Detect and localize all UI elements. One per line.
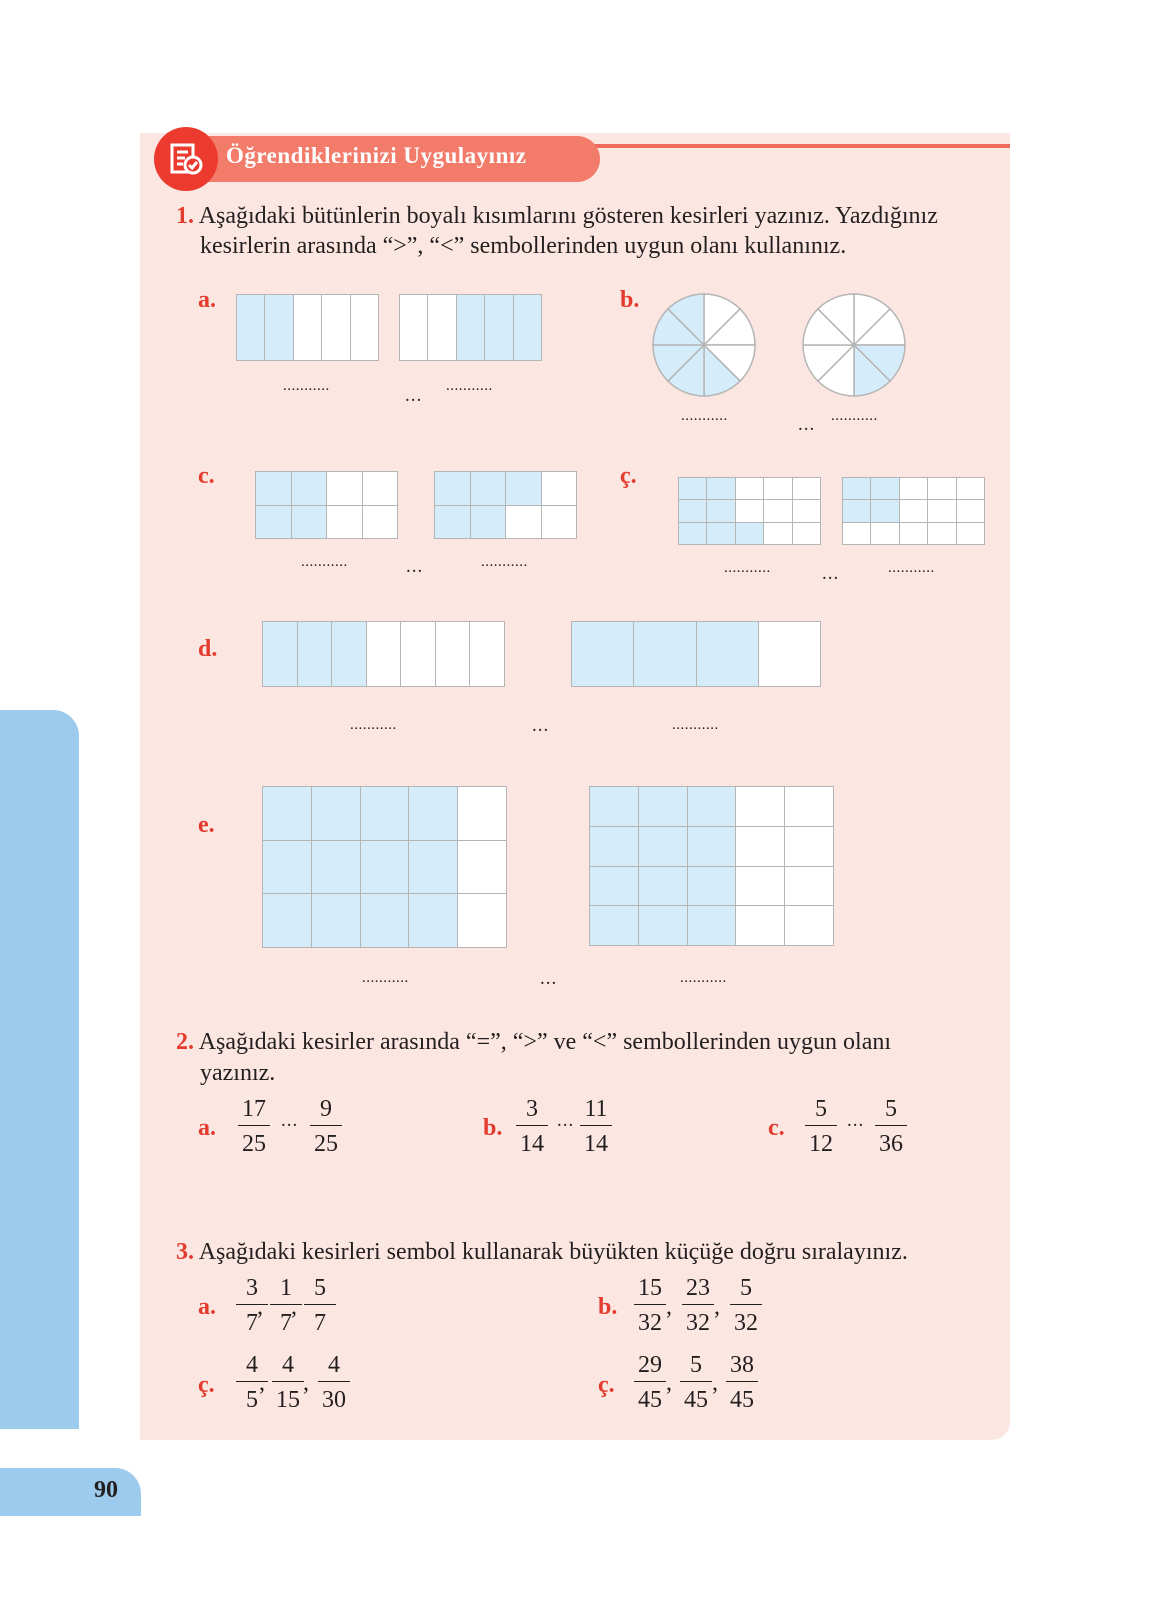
- shaded-part: [312, 841, 360, 894]
- comma: ,: [259, 1370, 265, 1396]
- unshaded-part: [506, 506, 541, 539]
- fraction: [272, 1352, 304, 1413]
- numerator: 23: [682, 1275, 714, 1305]
- denominator: 7: [280, 1310, 292, 1336]
- numerator: 29: [634, 1352, 666, 1382]
- unshaded-part: [327, 472, 362, 505]
- comma: ,: [714, 1294, 720, 1320]
- unshaded-part: [542, 506, 577, 539]
- shaded-part: [572, 622, 633, 686]
- denominator: 12: [809, 1131, 833, 1157]
- shaded-part: [639, 867, 687, 906]
- shaded-part: [688, 867, 736, 906]
- page-number: 90: [94, 1477, 118, 1503]
- unshaded-part: [470, 622, 504, 686]
- shaded-part: [312, 894, 360, 947]
- unshaded-part: [458, 894, 506, 947]
- unshaded-part: [900, 478, 927, 499]
- fraction: [726, 1352, 758, 1413]
- unshaded-part: [363, 506, 398, 539]
- denominator: 36: [879, 1131, 903, 1157]
- numerator: 5: [304, 1275, 336, 1305]
- fraction: [634, 1352, 666, 1413]
- q1-text: Aşağıdaki bütünlerin boyalı kısımlarını gösteren kesirleri yazınız. Yazdığınız: [198, 203, 938, 229]
- numerator: 5: [730, 1275, 762, 1305]
- answer-blank[interactable]: ...........: [301, 554, 348, 570]
- shaded-part: [409, 841, 457, 894]
- numerator: 38: [726, 1352, 758, 1382]
- denominator: 5: [246, 1387, 258, 1413]
- shaded-part: [639, 787, 687, 826]
- fraction: [634, 1275, 666, 1336]
- unshaded-part: [764, 500, 791, 521]
- denominator: 32: [638, 1310, 662, 1336]
- fraction-bar-d1: [262, 621, 505, 687]
- section-badge: [154, 127, 218, 191]
- shaded-part: [590, 827, 638, 866]
- fraction-grid-e2: [589, 786, 834, 946]
- numerator: 9: [310, 1096, 342, 1126]
- fraction-circle-b1: [651, 292, 757, 398]
- page-number-tab: [0, 1468, 141, 1516]
- denominator: 32: [686, 1310, 710, 1336]
- symbol-blank[interactable]: ...: [406, 556, 424, 577]
- q3-line-1: [176, 1237, 908, 1267]
- shaded-part: [298, 622, 332, 686]
- shaded-part: [506, 472, 541, 505]
- comma: ,: [712, 1370, 718, 1396]
- q3-label-b: b.: [598, 1294, 618, 1320]
- q1-label-d: d.: [198, 636, 218, 662]
- q2-label-b: b.: [483, 1115, 503, 1141]
- answer-blank[interactable]: ...........: [481, 554, 528, 570]
- shaded-part: [736, 523, 763, 544]
- fraction: [238, 1096, 270, 1157]
- symbol-blank[interactable]: ...: [405, 385, 423, 406]
- denominator: 25: [242, 1131, 266, 1157]
- comma: ,: [291, 1294, 297, 1320]
- fraction-bar-a1: [236, 294, 379, 361]
- q1-line-1: [176, 201, 938, 231]
- q3-label-a: a.: [198, 1294, 216, 1320]
- shaded-part: [457, 295, 484, 360]
- numerator: 1: [270, 1275, 302, 1305]
- unshaded-part: [759, 622, 820, 686]
- q1-label-b: b.: [620, 287, 640, 313]
- q1-number: 1.: [176, 203, 194, 229]
- fraction-bar-a2: [399, 294, 542, 361]
- unshaded-part: [458, 841, 506, 894]
- shaded-part: [263, 787, 311, 840]
- shaded-part: [639, 827, 687, 866]
- shaded-part: [514, 295, 541, 360]
- answer-blank[interactable]: ...........: [362, 970, 409, 986]
- fraction: [730, 1275, 762, 1336]
- denominator: 14: [584, 1131, 608, 1157]
- unshaded-part: [327, 506, 362, 539]
- numerator: 11: [580, 1096, 612, 1126]
- symbol-blank[interactable]: ...: [847, 1110, 865, 1131]
- shaded-part: [688, 906, 736, 945]
- answer-blank[interactable]: ...........: [724, 560, 771, 576]
- shaded-part: [590, 867, 638, 906]
- unshaded-part: [957, 523, 984, 544]
- fraction-grid-cc1: [678, 477, 821, 545]
- unshaded-part: [351, 295, 378, 360]
- comma: ,: [666, 1294, 672, 1320]
- comma: ,: [666, 1370, 672, 1396]
- unshaded-part: [871, 523, 898, 544]
- comma: ,: [303, 1370, 309, 1396]
- symbol-blank[interactable]: ...: [557, 1110, 575, 1131]
- unshaded-part: [736, 906, 784, 945]
- answer-blank[interactable]: ...........: [831, 408, 878, 424]
- shaded-part: [361, 787, 409, 840]
- fraction: [875, 1096, 907, 1157]
- shaded-part: [697, 622, 758, 686]
- q2-text: Aşağıdaki kesirler arasında “=”, “>” ve “<” sembollerinden uygun olanı: [198, 1029, 892, 1055]
- answer-blank[interactable]: ...........: [350, 717, 397, 733]
- q2-label-c: c.: [768, 1115, 785, 1141]
- shaded-part: [871, 478, 898, 499]
- answer-blank[interactable]: ...........: [283, 378, 330, 394]
- shaded-part: [435, 506, 470, 539]
- side-color-bar: [0, 710, 79, 1429]
- fraction: [310, 1096, 342, 1157]
- comma: ,: [257, 1294, 263, 1320]
- unshaded-part: [458, 787, 506, 840]
- fraction: [805, 1096, 837, 1157]
- q3-label-c-cedilla: ç.: [198, 1372, 215, 1398]
- fraction-bar-d2: [571, 621, 821, 687]
- shaded-part: [590, 906, 638, 945]
- unshaded-part: [363, 472, 398, 505]
- q1-label-a: a.: [198, 287, 216, 313]
- unshaded-part: [843, 523, 870, 544]
- q2-line-2: yazınız.: [200, 1060, 276, 1086]
- shaded-part: [688, 827, 736, 866]
- shaded-part: [679, 500, 706, 521]
- denominator: 15: [276, 1387, 300, 1413]
- numerator: 4: [236, 1352, 268, 1382]
- unshaded-part: [736, 478, 763, 499]
- shaded-part: [639, 906, 687, 945]
- unshaded-part: [793, 500, 820, 521]
- fraction: [680, 1352, 712, 1413]
- unshaded-part: [400, 295, 427, 360]
- shaded-part: [590, 787, 638, 826]
- unshaded-part: [957, 478, 984, 499]
- shaded-part: [843, 500, 870, 521]
- fraction: [304, 1275, 336, 1336]
- unshaded-part: [928, 500, 955, 521]
- symbol-blank[interactable]: ...: [532, 715, 550, 736]
- symbol-blank[interactable]: ...: [822, 563, 840, 584]
- denominator: 25: [314, 1131, 338, 1157]
- unshaded-part: [294, 295, 321, 360]
- unshaded-part: [736, 500, 763, 521]
- denominator: 45: [684, 1387, 708, 1413]
- unshaded-part: [793, 478, 820, 499]
- shaded-part: [707, 500, 734, 521]
- shaded-part: [471, 472, 506, 505]
- q1-label-e: e.: [198, 812, 215, 838]
- answer-blank[interactable]: ...........: [681, 408, 728, 424]
- denominator: 7: [314, 1310, 326, 1336]
- fraction: [682, 1275, 714, 1336]
- unshaded-part: [785, 787, 833, 826]
- shaded-part: [256, 506, 291, 539]
- fraction: [236, 1275, 268, 1336]
- numerator: 5: [680, 1352, 712, 1382]
- unshaded-part: [900, 500, 927, 521]
- unshaded-part: [785, 906, 833, 945]
- unshaded-part: [542, 472, 577, 505]
- q1-line-2: kesirlerin arasında “>”, “<” sembollerinden uygun olanı kullanınız.: [200, 233, 847, 259]
- shaded-part: [312, 787, 360, 840]
- unshaded-part: [928, 523, 955, 544]
- fraction: [580, 1096, 612, 1157]
- unshaded-part: [367, 622, 401, 686]
- shaded-part: [409, 894, 457, 947]
- shaded-part: [263, 841, 311, 894]
- unshaded-part: [957, 500, 984, 521]
- shaded-part: [707, 478, 734, 499]
- unshaded-part: [785, 867, 833, 906]
- unshaded-part: [401, 622, 435, 686]
- shaded-part: [263, 894, 311, 947]
- unshaded-part: [793, 523, 820, 544]
- symbol-blank[interactable]: ...: [281, 1110, 299, 1131]
- symbol-blank[interactable]: ...: [540, 968, 558, 989]
- q3-number: 3.: [176, 1239, 194, 1265]
- shaded-part: [361, 841, 409, 894]
- shaded-part: [688, 787, 736, 826]
- denominator: 7: [246, 1310, 258, 1336]
- unshaded-part: [900, 523, 927, 544]
- unshaded-part: [928, 478, 955, 499]
- shaded-part: [361, 894, 409, 947]
- shaded-part: [256, 472, 291, 505]
- numerator: 3: [516, 1096, 548, 1126]
- q1-label-c: c.: [198, 463, 215, 489]
- fraction-grid-c2: [434, 471, 577, 539]
- shaded-part: [292, 472, 327, 505]
- fraction: [516, 1096, 548, 1157]
- unshaded-part: [736, 827, 784, 866]
- shaded-part: [871, 500, 898, 521]
- unshaded-part: [764, 478, 791, 499]
- unshaded-part: [785, 827, 833, 866]
- shaded-part: [707, 523, 734, 544]
- q3-text: Aşağıdaki kesirleri sembol kullanarak büyükten küçüğe doğru sıralayınız.: [198, 1239, 908, 1265]
- answer-blank[interactable]: ...........: [888, 560, 935, 576]
- numerator: 4: [272, 1352, 304, 1382]
- shaded-part: [679, 523, 706, 544]
- denominator: 32: [734, 1310, 758, 1336]
- denominator: 45: [730, 1387, 754, 1413]
- shaded-part: [292, 506, 327, 539]
- answer-blank[interactable]: ...........: [672, 717, 719, 733]
- shaded-part: [471, 506, 506, 539]
- numerator: 5: [805, 1096, 837, 1126]
- answer-blank[interactable]: ...........: [446, 378, 493, 394]
- shaded-part: [485, 295, 512, 360]
- shaded-part: [263, 622, 297, 686]
- fraction-grid-cc2: [842, 477, 985, 545]
- q3-label-c-cedilla-2: ç.: [598, 1372, 615, 1398]
- fraction-circle-b2: [801, 292, 907, 398]
- fraction-grid-e1: [262, 786, 507, 948]
- unshaded-part: [428, 295, 455, 360]
- denominator: 14: [520, 1131, 544, 1157]
- unshaded-part: [764, 523, 791, 544]
- q2-line-1: [176, 1027, 891, 1057]
- fraction: [318, 1352, 350, 1413]
- shaded-part: [679, 478, 706, 499]
- shaded-part: [634, 622, 695, 686]
- fraction-grid-c1: [255, 471, 398, 539]
- numerator: 3: [236, 1275, 268, 1305]
- answer-blank[interactable]: ...........: [680, 970, 727, 986]
- fraction: [270, 1275, 302, 1336]
- denominator: 45: [638, 1387, 662, 1413]
- numerator: 17: [238, 1096, 270, 1126]
- checklist-icon: [168, 141, 204, 177]
- unshaded-part: [736, 787, 784, 826]
- section-title: Öğrendiklerinizi Uygulayınız: [226, 143, 527, 168]
- q1-label-c-cedilla: ç.: [620, 463, 637, 489]
- shaded-part: [435, 472, 470, 505]
- unshaded-part: [736, 867, 784, 906]
- q2-label-a: a.: [198, 1115, 216, 1141]
- shaded-part: [332, 622, 366, 686]
- denominator: 30: [322, 1387, 346, 1413]
- q2-number: 2.: [176, 1029, 194, 1055]
- unshaded-part: [436, 622, 470, 686]
- shaded-part: [409, 787, 457, 840]
- shaded-part: [237, 295, 264, 360]
- numerator: 4: [318, 1352, 350, 1382]
- symbol-blank[interactable]: ...: [798, 414, 816, 435]
- numerator: 5: [875, 1096, 907, 1126]
- shaded-part: [265, 295, 292, 360]
- shaded-part: [843, 478, 870, 499]
- header-rule: [560, 144, 1010, 148]
- unshaded-part: [322, 295, 349, 360]
- numerator: 15: [634, 1275, 666, 1305]
